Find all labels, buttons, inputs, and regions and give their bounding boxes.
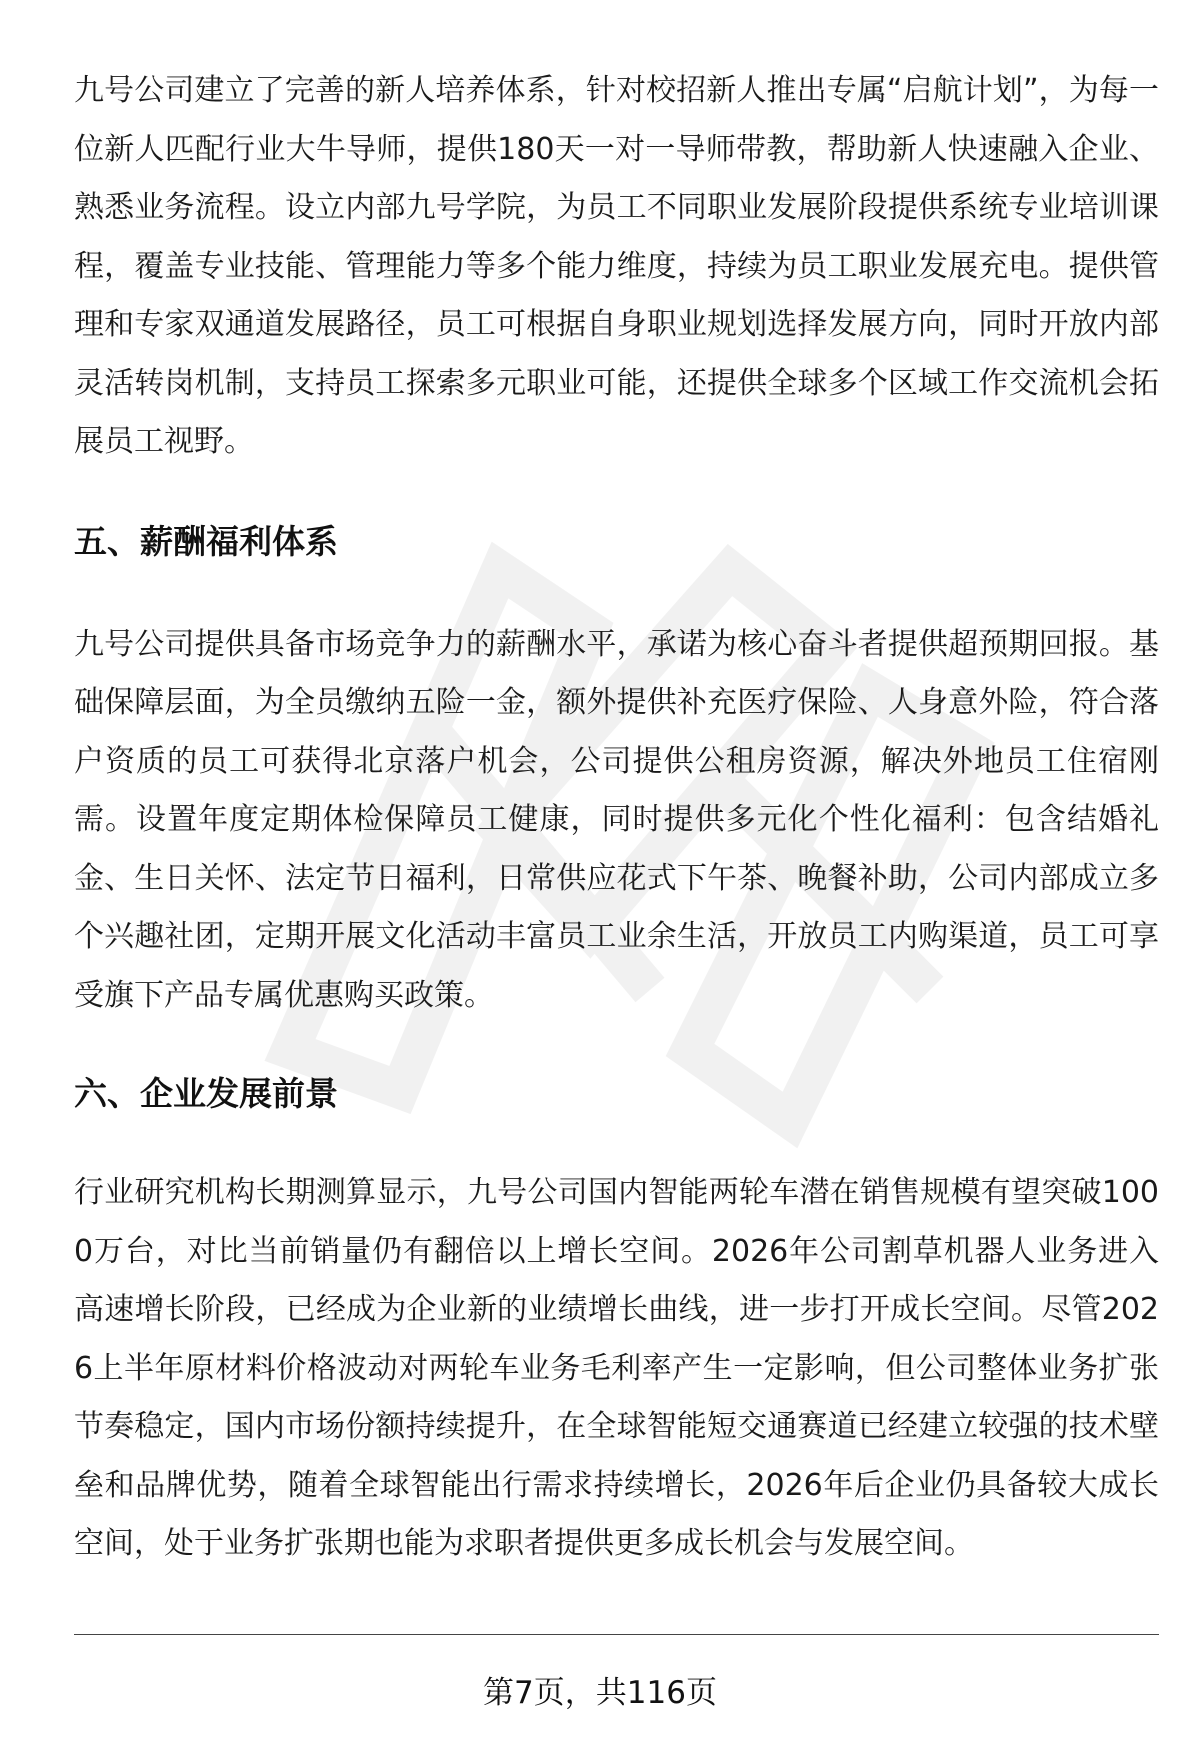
document-body <box>74 62 1159 1574</box>
section-heading-compensation: 五、薪酬福利体系 <box>74 521 338 561</box>
outlook-paragraph: 行业研究机构长期测算显示，九号公司国内智能两轮车潜在销售规模有望突破1000万台，对比当前销量仍有翻倍以上增长空间。2026年公司割草机器人业务进入高速增长阶段，已经成为企业新的业绩增长曲线，进一步打开成长空间。尽管2026上半年原材料价格波动对两轮车业务毛利率产生一定影响，但公司整体业务扩张节奏稳定，国内市场份额持续提升，在全球智能短交通赛道已经建立较强的技术壁垒和品牌优势，随着全球智能出行需求持续增长，2026年后企业仍具备较大成长空间，处于业务扩张期也能为求职者提供更多成长机会与发展空间。 <box>74 1175 1159 1561</box>
compensation-paragraph: 九号公司提供具备市场竞争力的薪酬水平，承诺为核心奋斗者提供超预期回报。基础保障层面，为全员缴纳五险一金，额外提供补充医疗保险、人身意外险，符合落户资质的员工可获得北京落户机会，公司提供公租房资源，解决外地员工住宿刚需。设置年度定期体检保障员工健康，同时提供多元化个性化福利：包含结婚礼金、生日关怀、法定节日福利，日常供应花式下午茶、晚餐补助，公司内部成立多个兴趣社团，定期开展文化活动丰富员工业余生活，开放员工内购渠道，员工可享受旗下产品专属优惠购买政策。 <box>74 626 1159 1013</box>
page-number: 第7页，共116页 <box>483 1675 717 1711</box>
section-heading-outlook: 六、企业发展前景 <box>74 1074 338 1113</box>
footer-divider <box>74 1634 1159 1635</box>
intro-paragraph: 九号公司建立了完善的新人培养体系，针对校招新人推出专属“启航计划”，为每一位新人匹配行业大牛导师，提供180天一对一导师带教，帮助新人快速融入企业、熟悉业务流程。设立内部九号学院，为员工不同职业发展阶段提供系统专业培训课程，覆盖专业技能、管理能力等多个能力维度，持续为员工职业发展充电。提供管理和专家双通道发展路径，员工可根据自身职业规划选择发展方向，同时开放内部灵活转岗机制，支持员工探索多元职业可能，还提供全球多个区域工作交流机会拓展员工视野。 <box>74 73 1159 459</box>
